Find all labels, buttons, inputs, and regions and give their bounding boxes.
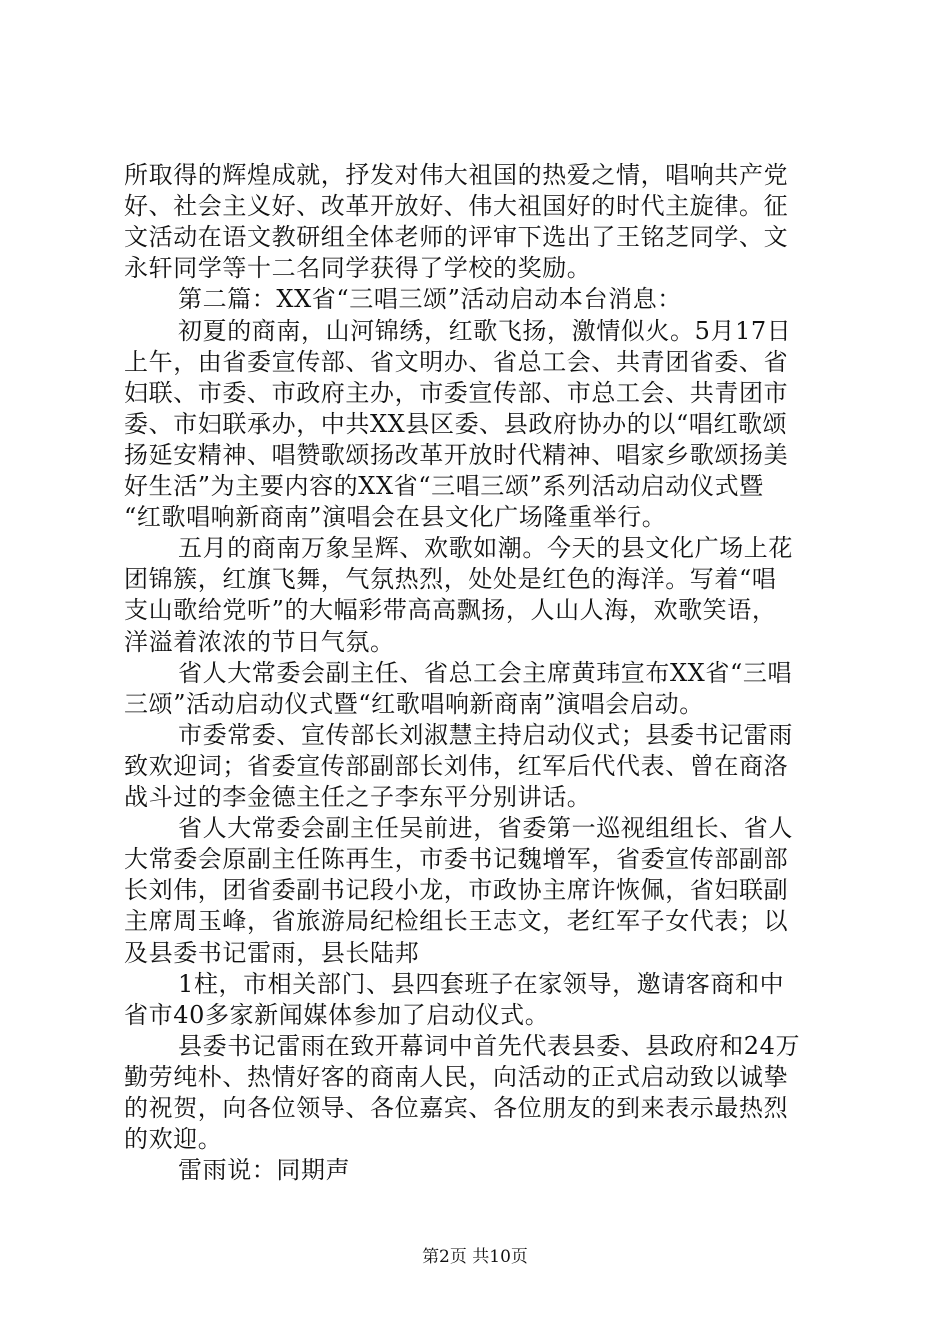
body-text-line: 县委书记雷雨在致开幕词中首先代表县委、县政府和24万 bbox=[178, 1031, 801, 1060]
body-text-line: 主席周玉峰，省旅游局纪检组长王志文，老红军子女代表；以 bbox=[124, 907, 789, 936]
body-text-line: 洋溢着浓浓的节日气氛。 bbox=[124, 627, 395, 656]
body-text-line: 初夏的商南，山河锦绣，红歌飞扬，激情似火。5月17日 bbox=[178, 316, 792, 345]
body-text-line: 上午，由省委宣传部、省文明办、省总工会、共青团省委、省 bbox=[124, 347, 789, 376]
body-text-line: 三颂”活动启动仪式暨“红歌唱响新商南”演唱会启动。 bbox=[124, 689, 704, 718]
body-text-line: 团锦簇，红旗飞舞，气氛热烈，处处是红色的海洋。写着“唱 bbox=[124, 565, 777, 594]
body-text-line: 战斗过的李金德主任之子李东平分别讲话。 bbox=[124, 783, 592, 811]
body-text-line: 1柱，市相关部门、县四套班子在家领导，邀请客商和中 bbox=[178, 969, 785, 998]
body-text-line: 省市40多家新闻媒体参加了启动仪式。 bbox=[124, 1000, 550, 1029]
body-text-line: 的欢迎。 bbox=[124, 1125, 223, 1154]
section-heading: 第二篇：XX省“三唱三颂”活动启动本台消息： bbox=[178, 285, 682, 314]
body-text-line: 扬延安精神、唱赞歌颂扬改革开放时代精神、唱家乡歌颂扬美 bbox=[124, 440, 789, 469]
body-text-line: 致欢迎词；省委宣传部副部长刘伟，红军后代代表、曾在商洛 bbox=[124, 751, 789, 780]
body-text-line: 的祝贺，向各位领导、各位嘉宾、各位朋友的到来表示最热烈 bbox=[124, 1094, 789, 1122]
page-footer: 第2页 共10页 bbox=[422, 1247, 528, 1267]
body-text-line: 好生活”为主要内容的XX省“三唱三颂”系列活动启动仪式暨 bbox=[124, 472, 764, 500]
body-text-line: “红歌唱响新商南”演唱会在县文化广场隆重举行。 bbox=[124, 503, 667, 532]
body-text-line: 委、市妇联承办，中共XX县区委、县政府协办的以“唱红歌颂 bbox=[124, 409, 788, 438]
body-text-line: 省人大常委会副主任吴前进，省委第一巡视组组长、省人 bbox=[178, 814, 793, 843]
body-text-line: 支山歌给党听”的大幅彩带高高飘扬，人山人海，欢歌笑语， bbox=[124, 596, 777, 625]
body-text-line: 雷雨说：同期声 bbox=[178, 1156, 351, 1185]
body-text-line: 市委常委、宣传部长刘淑慧主持启动仪式；县委书记雷雨 bbox=[178, 720, 793, 749]
body-text-line: 长刘伟，团省委副书记段小龙，市政协主席许恢佩，省妇联副 bbox=[124, 876, 789, 905]
body-text-line: 大常委会原副主任陈再生，市委书记魏增军，省委宣传部副部 bbox=[124, 845, 789, 874]
body-text-line: 五月的商南万象呈辉、欢歌如潮。今天的县文化广场上花 bbox=[178, 534, 793, 563]
body-text-line: 妇联、市委、市政府主办，市委宣传部、市总工会、共青团市 bbox=[124, 378, 789, 407]
body-text-line: 及县委书记雷雨，县长陆邦 bbox=[124, 938, 420, 967]
body-text-line: 所取得的辉煌成就，抒发对伟大祖国的热爱之情，唱响共产党 bbox=[124, 161, 789, 189]
body-text-line: 永轩同学等十二名同学获得了学校的奖励。 bbox=[124, 254, 592, 283]
body-text-line: 文活动在语文教研组全体老师的评审下选出了王铭芝同学、文 bbox=[124, 223, 789, 252]
body-text-line: 勤劳纯朴、热情好客的商南人民，向活动的正式启动致以诚挚 bbox=[124, 1062, 789, 1091]
body-text-line: 好、社会主义好、改革开放好、伟大祖国好的时代主旋律。征 bbox=[124, 192, 789, 221]
body-text-line: 省人大常委会副主任、省总工会主席黄玮宣布XX省“三唱 bbox=[178, 658, 793, 687]
